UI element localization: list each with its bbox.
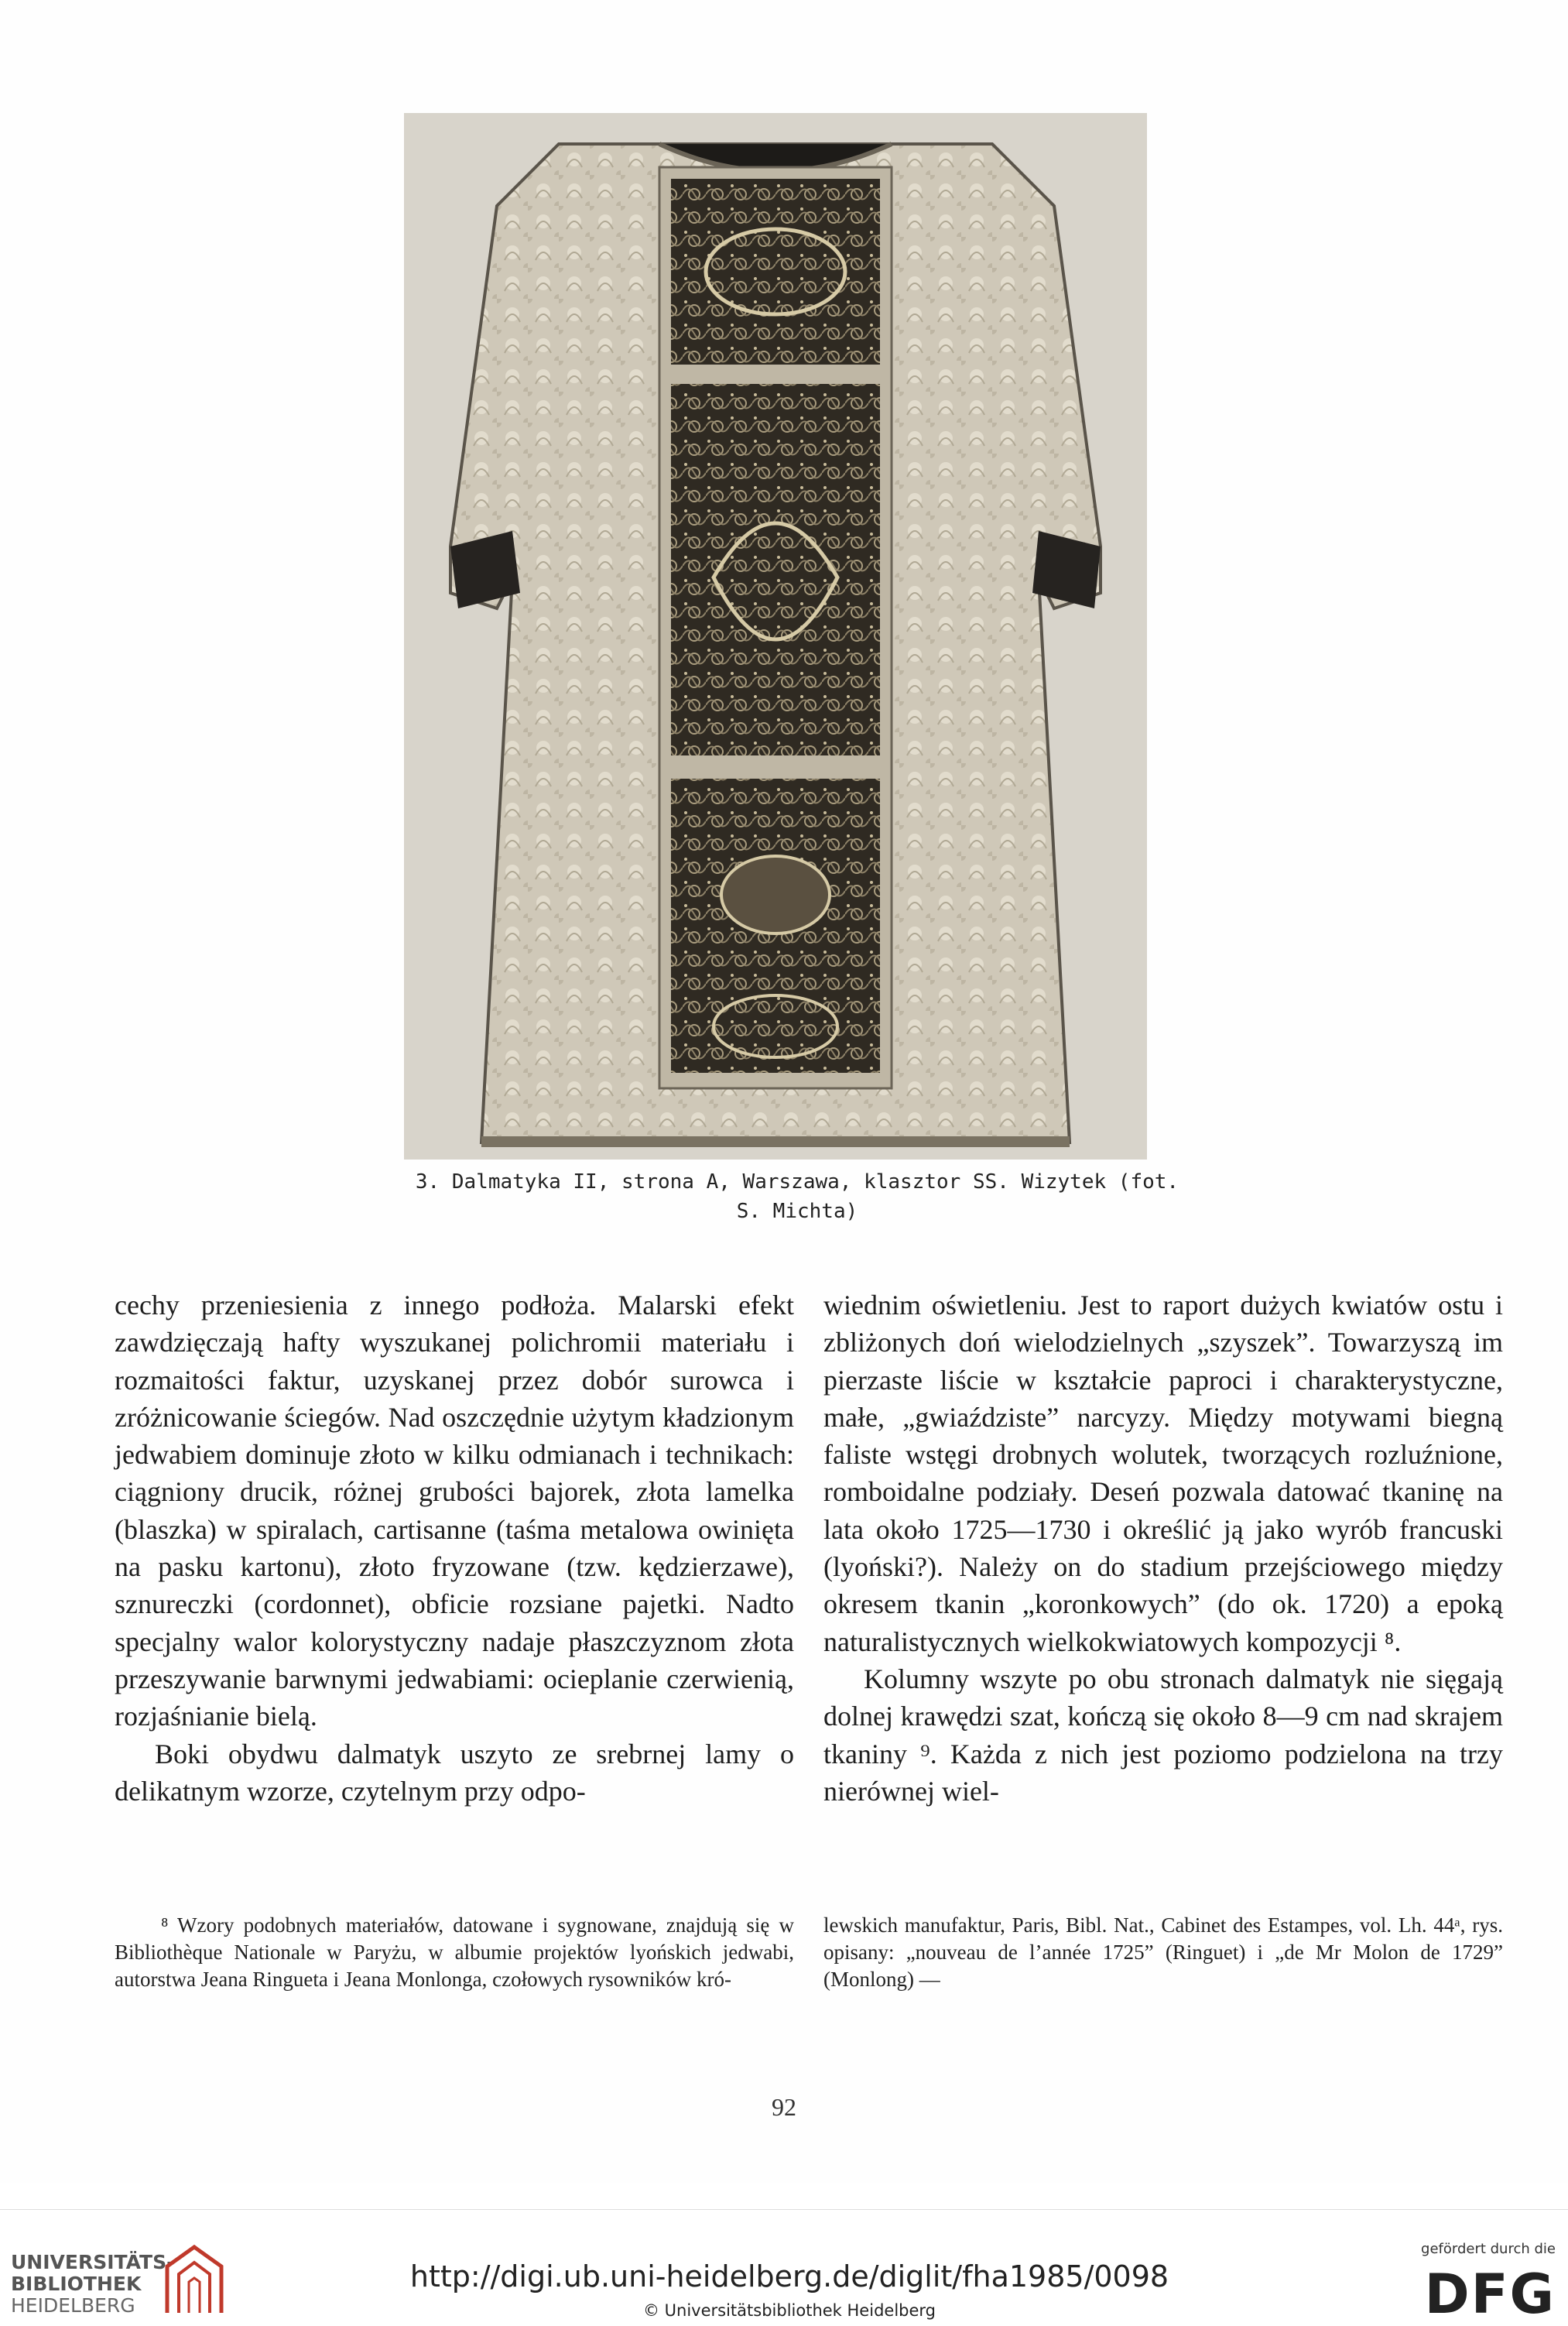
dalmatic-photograph	[404, 113, 1147, 1160]
copyright-notice: © Universitätsbibliothek Heidelberg	[642, 2301, 936, 2320]
caption-line-2: S. Michta)	[736, 1200, 858, 1223]
library-name	[11, 2252, 174, 2317]
body-column-left	[115, 1286, 794, 1810]
body-column-right	[823, 1286, 1503, 1810]
funding-label: gefördert durch die	[1421, 2241, 1556, 2257]
library-name-line-2: BIBLIOTHEK	[11, 2273, 142, 2295]
footnote-right: lewskich manufaktur, Paris, Bibl. Nat., Cabinet des Estampes, vol. Lh. 44ᵃ, rys. opisany: „nouveau de l’année 1725” (Ringuet) i „de Mr Molon de 1729” (Monlong) —	[823, 1913, 1503, 1991]
body-paragraph: wiednim oświetleniu. Jest to raport dużych kwiatów ostu i zbliżonych doń wielodzielnych „szyszek”. Towarzyszą im pierzaste liście w kształcie paproci i charakterystyczne, małe, „gwiaździste” narcyzy. Między motywami biegną faliste wstęgi drobnych wolutek, tworzących rozluźnione, romboidalne podziały. Deseń pozwala datować tkaninę na lata około 1725—1730 i określić ją jako wyrób francuski (lyoński?). Należy on do stadium przejściowego między okresem tkanin „koronkowych” (do ok. 1720) a epoką naturalistycznych wielkokwiatowych kompozycji ⁸.	[823, 1290, 1503, 1657]
dfg-logo: DFG	[1424, 2263, 1556, 2326]
permalink-url[interactable]: http://digi.ub.uni-heidelberg.de/diglit/fha1985/0098	[409, 2259, 1169, 2293]
dalmatic-photo-image	[404, 113, 1147, 1160]
library-name-line-3: HEIDELBERG	[11, 2294, 135, 2317]
caption-line-1: 3. Dalmatyka II, strona A, Warszawa, klasztor SS. Wizytek (fot.	[415, 1170, 1179, 1194]
body-paragraph: Boki obydwu dalmatyk uszyto ze srebrnej lamy o delikatnym wzorze, czytelnym przy odpo-	[115, 1738, 794, 1807]
digitization-footer	[0, 2209, 1568, 2326]
body-paragraph: Kolumny wszyte po obu stronach dalmatyk nie sięgają dolnej krawędzi szat, kończą się około 8—9 cm nad skrajem tkaniny ⁹. Każda z nich jest poziomo podzielona na trzy nierównej wiel-	[823, 1663, 1503, 1807]
footnote-left: ⁸ Wzory podobnych materiałów, datowane i sygnowane, znajdują się w Bibliothèque Nationale w Paryżu, w albumie projektów lyońskich jedwabi, autorstwa Jeana Ringueta i Jeana Monlonga, czołowych rysowników kró-	[115, 1913, 794, 1991]
body-paragraph: cechy przeniesienia z innego podłoża. Malarski efekt zawdzięczają hafty wyszukanej polichromii materiału i rozmaitości faktur, uzyskanej przez dobór surowca i zróżnicowanie ściegów. Nad oszczędnie użytym kładzionym jedwabiem dominuje złoto w kilku odmianach i technikach: ciągniony drucik, różnej grubości bajorek, złota lamelka (blaszka) w spiralach, cartisanne (taśma metalowa owinięta na pasku kartonu), złoto fryzowane (tzw. kędzierzawe), sznureczki (cordonnet), obficie rozsiane pajetki. Nadto specjalny walor kolorystyczny nadaje płaszczyznom złota przeszywanie barwnymi jedwabiami: ocieplanie czerwienią, rozjaśnianie bielą.	[115, 1290, 794, 1732]
page-number: 92	[772, 2093, 796, 2121]
library-logo-icon	[159, 2239, 229, 2317]
library-name-line-1: UNIVERSITÄTS-	[11, 2251, 175, 2273]
figure-caption	[387, 1167, 1207, 1226]
